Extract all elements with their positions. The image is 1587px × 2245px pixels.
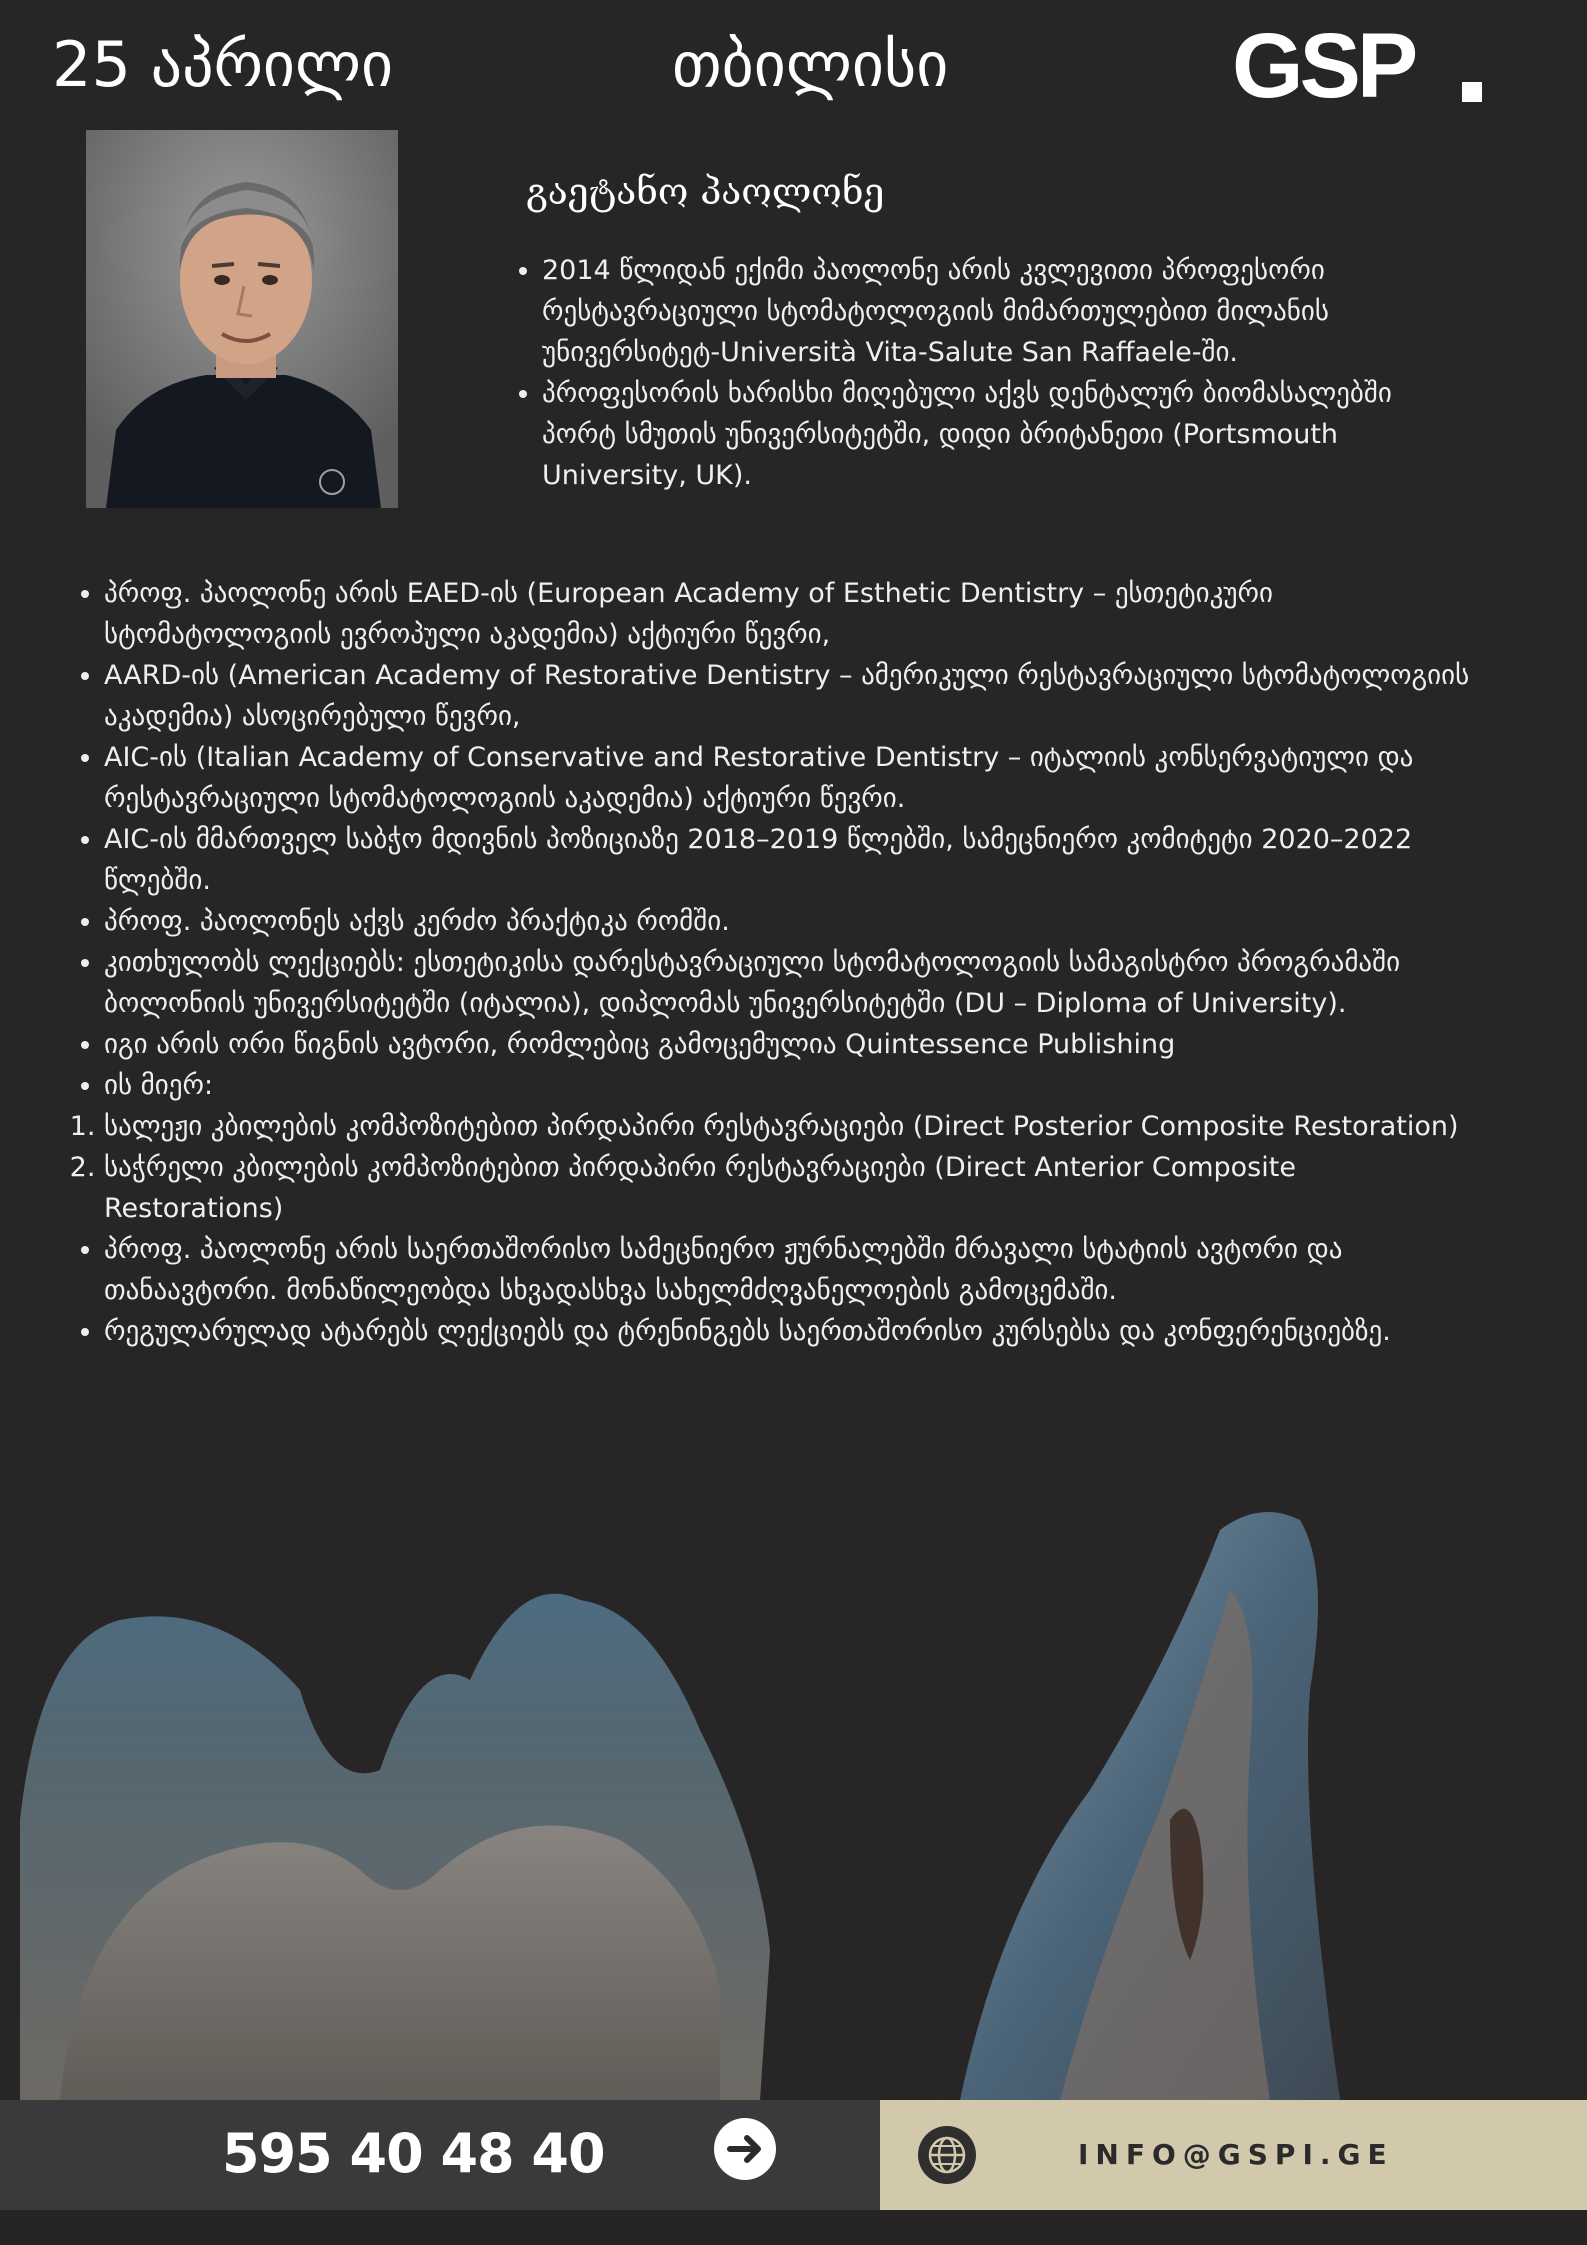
intro-item: • პროფესორის ხარისხი მიღებული აქვს დენტალურ ბიომასალებში პორტ სმუთის უნივერსიტეტში, დიდი ბრიტანეთი (Portsmouth University, UK). xyxy=(542,373,1422,496)
bio-item: • პროფ. პაოლონეს აქვს კერძო პრაქტიკა რომში. xyxy=(104,901,1470,942)
globe-icon xyxy=(916,2124,978,2186)
bio-item: • ის მიერ: xyxy=(104,1065,1470,1106)
bio-item: • AIC-ის მმართველ საბჭო მდივნის პოზიციაზე 2018–2019 წლებში, სამეცნიერო კომიტეტი 2020–2022 წლებში. xyxy=(104,819,1470,901)
event-date: 25 აპრილი xyxy=(52,28,394,101)
gsp-logo xyxy=(1232,15,1492,117)
speaker-name: გაეტანო პაოლონე xyxy=(526,170,885,213)
email-link[interactable]: INFO@GSPI.GE xyxy=(1078,2138,1394,2171)
books-list xyxy=(70,1106,1470,1229)
bio-item: • რეგულარულად ატარებს ლექციებს და ტრენინგებს საერთაშორისო კურსებსა და კონფერენციებზე. xyxy=(104,1311,1470,1352)
event-city: თბილისი xyxy=(672,28,949,101)
teeth-illustration xyxy=(0,1490,1587,2100)
phone-number[interactable]: 595 40 48 40 xyxy=(222,2122,605,2185)
arrow-right-icon[interactable] xyxy=(714,2118,776,2180)
bio-item: • კითხულობს ლექციებს: ესთეტიკისა დარესტავრაციული სტომატოლოგიის სამაგისტრო პროგრამაში ბოლონიის უნივერსიტეტში (იტალია), დიპლომას უნივერსიტეტში (DU – Diploma of University). xyxy=(104,942,1470,1024)
book-item: 1. სალეჟი კბილების კომპოზიტებით პირდაპირი რესტავრაციები (Direct Posterior Composite Restoration) xyxy=(104,1106,1470,1147)
header xyxy=(0,0,1587,130)
bio-item: • პროფ. პაოლონე არის საერთაშორისო სამეცნიერო ჟურნალებში მრავალი სტატიის ავტორი და თანაავტორი. მონაწილეობდა სხვადასხვა სახელმძღვანელოების გამოცემაში. xyxy=(104,1229,1470,1311)
bio-list-a xyxy=(70,573,1470,1106)
footer-strip xyxy=(0,2210,1587,2245)
bio-list-b xyxy=(70,1229,1470,1352)
intro-item: • 2014 წლიდან ექიმი პაოლონე არის კვლევითი პროფესორი რესტავრაციული სტომატოლოგიის მიმართულებით მილანის უნივერსიტეტ-Università Vita-Salute San Raffaele-ში. xyxy=(542,250,1422,373)
bio-item: • პროფ. პაოლონე არის EAED-ის (European Academy of Esthetic Dentistry – ესთეტიკური სტომატოლოგიის ევროპული აკადემია) აქტიური წევრი, xyxy=(104,573,1470,655)
logo-dot-icon xyxy=(1458,26,1498,106)
portrait-illustration xyxy=(86,130,398,508)
bio-item: • AIC-ის (Italian Academy of Conservative and Restorative Dentistry – იტალიის კონსერვატიული და რესტავრაციული სტომატოლოგიის აკადემია) აქტიური წევრი. xyxy=(104,737,1470,819)
bio-item: • იგი არის ორი წიგნის ავტორი, რომლებიც გამოცემულია Quintessence Publishing xyxy=(104,1024,1470,1065)
bio-item: • AARD-ის (American Academy of Restorative Dentistry – ამერიკული რესტავრაციული სტომატოლოგიის აკადემია) ასოცირებული წევრი, xyxy=(104,655,1470,737)
intro-list xyxy=(512,250,1422,496)
speaker-photo xyxy=(86,130,398,508)
book-item: 2. საჭრელი კბილების კომპოზიტებით პირდაპირი რესტავრაციები (Direct Anterior Composite Restorations) xyxy=(104,1147,1470,1229)
teeth-graphic xyxy=(0,1490,1587,2100)
bio-section xyxy=(70,573,1470,1352)
logo-text: GSP xyxy=(1232,15,1415,117)
